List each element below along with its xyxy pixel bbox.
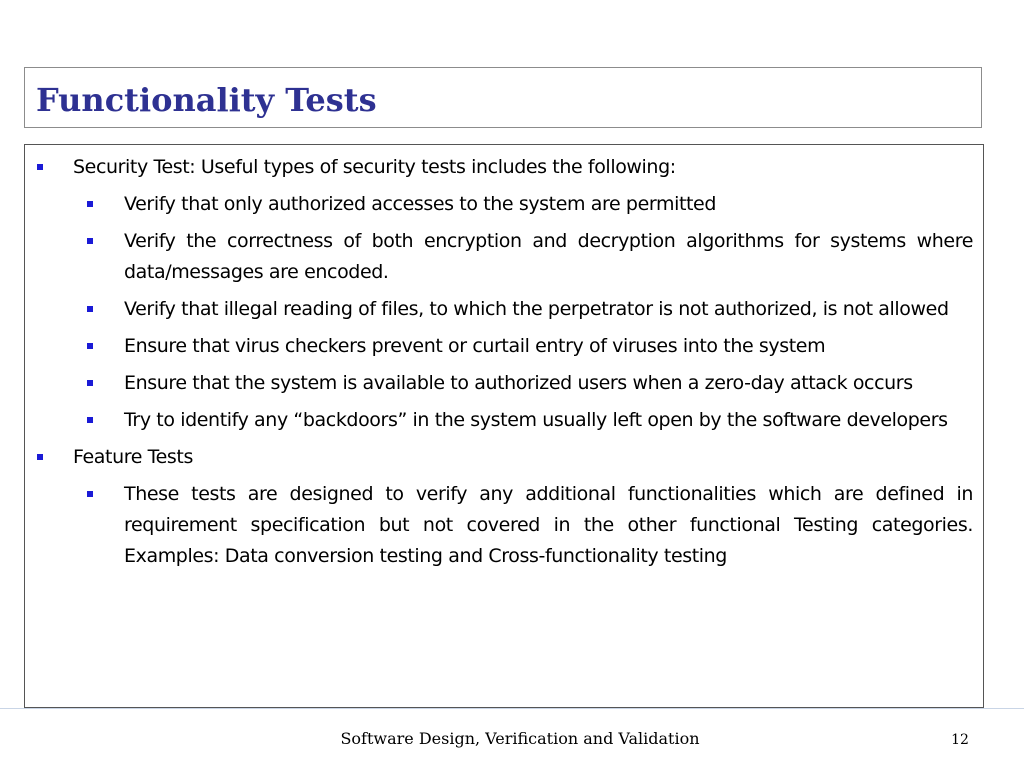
footer-divider [0,708,1024,709]
square-bullet-icon [87,417,93,423]
sub-list [73,189,973,436]
list-item-text: Verify the correctness of both encryption and decryption algorithms for systems where data/messages are encoded. [124,230,973,283]
list-item [25,442,973,572]
square-bullet-icon [87,238,93,244]
list-item [73,405,973,436]
list-item-text: Verify that only authorized accesses to the system are permitted [124,193,716,215]
list-item [73,368,973,399]
square-bullet-icon [87,491,93,497]
footer [0,708,1024,768]
list-item [73,479,973,572]
sub-list [73,479,973,572]
square-bullet-icon [37,454,43,460]
list-item-text: Security Test: Useful types of security tests includes the following: [73,156,676,178]
title-box [24,67,982,128]
list-item-text: Verify that illegal reading of files, to which the perpetrator is not authorized, is not allowed [124,298,949,320]
list-item-text: Ensure that the system is available to authorized users when a zero-day attack occurs [124,372,913,394]
content-box [24,144,984,708]
square-bullet-icon [87,343,93,349]
list-item-text: Ensure that virus checkers prevent or curtail entry of viruses into the system [124,335,826,357]
square-bullet-icon [87,380,93,386]
list-item [73,189,973,220]
square-bullet-icon [87,201,93,207]
list-item [25,152,973,436]
list-item [73,294,973,325]
list-item [73,331,973,362]
page-number: 12 [951,732,969,748]
square-bullet-icon [37,164,43,170]
list-item-text: Feature Tests [73,446,193,468]
list-item-text: These tests are designed to verify any additional functionalities which are defined in requirement specification but not covered in the other functional Testing categories. Examples: Data conversion testing and Cross-functionality testing [124,483,973,567]
slide-title: Functionality Tests [36,81,377,119]
square-bullet-icon [87,306,93,312]
list-item [73,226,973,288]
footer-course-title: Software Design, Verification and Validation [340,729,700,748]
bullet-list [25,152,973,578]
list-item-text: Try to identify any “backdoors” in the system usually left open by the software developers [124,409,948,431]
